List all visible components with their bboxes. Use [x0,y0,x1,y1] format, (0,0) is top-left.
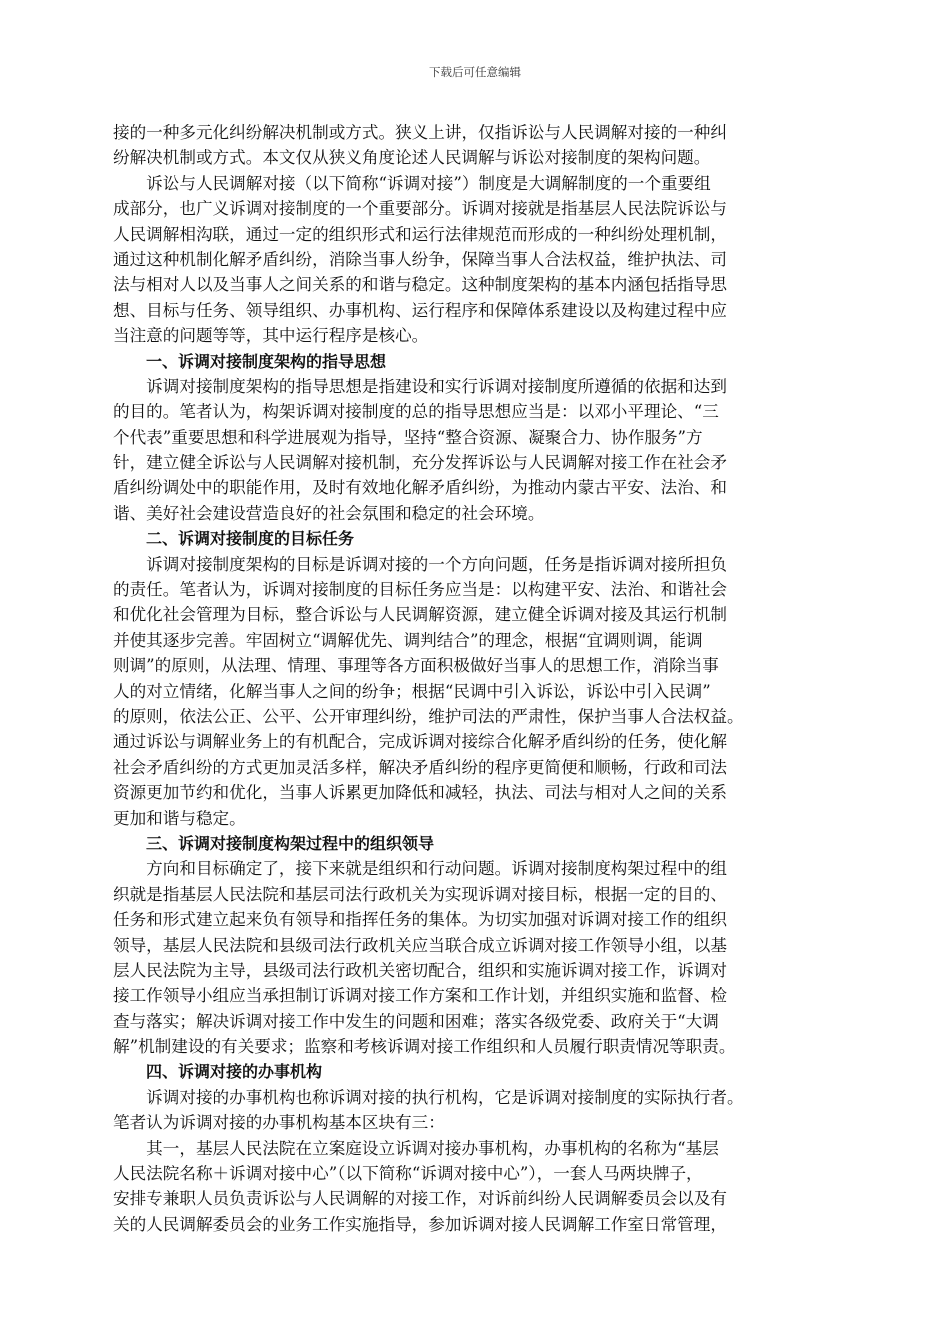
text-line: 纷解决机制或方式。本文仅从狭义角度论述人民调解与诉讼对接制度的架构问题。 [113,148,711,168]
section-heading: 四、诉调对接的办事机构 [146,1062,323,1082]
text-line: 查与落实；解决诉调对接工作中发生的问题和困难；落实各级党委、政府关于“大调 [113,1011,719,1031]
text-line: 当注意的问题等等，其中运行程序是核心。 [113,326,429,346]
text-line: 层人民法院为主导，县级司法行政机关密切配合，组织和实施诉调对接工作，诉调对 [113,960,727,980]
text-line: 关的人民调解委员会的业务工作实施指导，参加诉调对接人民调解工作室日常管理， [113,1214,727,1234]
text-line: 接的一种多元化纠纷解决机制或方式。狭义上讲，仅指诉讼与人民调解对接的一种纠 [113,123,727,142]
text-line: 解”机制建设的有关要求；监察和考核诉调对接工作组织和人员履行职责情况等职责。 [113,1037,736,1057]
text-line: 和优化社会管理为目标，整合诉讼与人民调解资源，建立健全诉调对接及其运行机制 [113,605,727,625]
text-line: 并使其逐步完善。牢固树立“调解优先、调判结合”的理念，根据“宜调则调，能调 [113,630,703,650]
text-line: 想、目标与任务、领导组织、办事机构、运行程序和保障体系建设以及构建过程中应 [113,300,727,320]
text-line: 方向和目标确定了，接下来就是组织和行动问题。诉调对接制度构架过程中的组 [113,859,727,879]
text-line: 织就是指基层人民法院和基层司法行政机关为实现诉调对接目标，根据一定的目的、 [113,884,727,904]
page-header: 下载后可任意编辑 [429,65,521,79]
text-line: 资源更加节约和优化，当事人诉累更加降低和减轻，执法、司法与相对人之间的关系 [113,783,727,803]
text-line: 针，建立健全诉讼与人民调解对接机制，充分发挥诉讼与人民调解对接工作在社会矛 [113,453,727,473]
text-line: 诉调对接制度架构的目标是诉调对接的一个方向问题，任务是指诉调对接所担负 [113,554,727,574]
text-line: 法与相对人以及当事人之间关系的和谐与稳定。这种制度架构的基本内涵包括指导思 [113,275,727,295]
text-line: 则调”的原则，从法理、情理、事理等各方面积极做好当事人的思想工作，消除当事 [113,656,719,676]
text-line: 诉调对接制度架构的指导思想是指建设和实行诉调对接制度所遵循的依据和达到 [113,376,727,396]
text-line: 的目的。笔者认为，构架诉调对接制度的总的指导思想应当是：以邓小平理论、“三 [113,402,719,422]
text-line: 盾纠纷调处中的职能作用，及时有效地化解矛盾纠纷，为推动内蒙古平安、法治、和 [113,478,727,498]
text-line: 领导，基层人民法院和县级司法行政机关应当联合成立诉调对接工作领导小组，以基 [113,935,727,955]
text-line: 个代表”重要思想和科学进展观为指导，坚持“整合资源、凝聚合力、协作服务”方 [113,427,703,447]
text-line: 人的对立情绪，化解当事人之间的纷争；根据“民调中引入诉讼，诉讼中引入民调” [113,681,711,701]
section-heading: 二、诉调对接制度的目标任务 [146,529,355,549]
section-heading: 三、诉调对接制度构架过程中的组织领导 [146,833,435,853]
text-line: 诉调对接的办事机构也称诉调对接的执行机构，它是诉调对接制度的实际执行者。 [113,1087,744,1107]
text-line: 诉讼与人民调解对接（以下简称“诉调对接”）制度是大调解制度的一个重要组 [113,173,711,193]
text-line: 通过诉讼与调解业务上的有机配合，完成诉调对接综合化解矛盾纠纷的任务，使化解 [113,732,727,752]
text-line: 人民调解相沟联，通过一定的组织形式和运行法律规范而形成的一种纠纷处理机制， [113,224,727,244]
text-line: 更加和谐与稳定。 [113,808,246,828]
text-line: 任务和形式建立起来负有领导和指挥任务的集体。为切实加强对诉调对接工作的组织 [113,910,727,930]
text-line: 通过这种机制化解矛盾纠纷，消除当事人纷争，保障当事人合法权益，维护执法、司 [113,249,727,269]
text-line: 的责任。笔者认为，诉调对接制度的目标任务应当是：以构建平安、法治、和谐社会 [113,580,727,600]
text-line: 的原则，依法公正、公平、公开审理纠纷，维护司法的严肃性，保护当事人合法权益。 [113,706,744,726]
section-heading: 一、诉调对接制度架构的指导思想 [146,351,387,371]
text-line: 接工作领导小组应当承担制订诉调对接工作方案和工作计划，并组织实施和监督、检 [113,986,727,1006]
text-line: 安排专兼职人员负责诉讼与人民调解的对接工作，对诉前纠纷人民调解委员会以及有 [113,1189,727,1209]
text-line: 笔者认为诉调对接的办事机构基本区块有三： [113,1113,445,1133]
text-line: 社会矛盾纠纷的方式更加灵活多样，解决矛盾纠纷的程序更简便和顺畅，行政和司法 [113,757,727,777]
text-line: 谐、美好社会建设营造良好的社会氛围和稳定的社会环境。 [113,503,545,523]
document-body [113,120,843,1237]
text-line: 其一，基层人民法院在立案庭设立诉调对接办事机构，办事机构的名称为“基层 [113,1138,719,1158]
text-line: 成部分，也广义诉调对接制度的一个重要部分。诉调对接就是指基层人民法院诉讼与 [113,199,727,219]
text-line: 人民法院名称＋诉调对接中心”（以下简称“诉调对接中心”），一套人马两块牌子， [113,1164,703,1184]
